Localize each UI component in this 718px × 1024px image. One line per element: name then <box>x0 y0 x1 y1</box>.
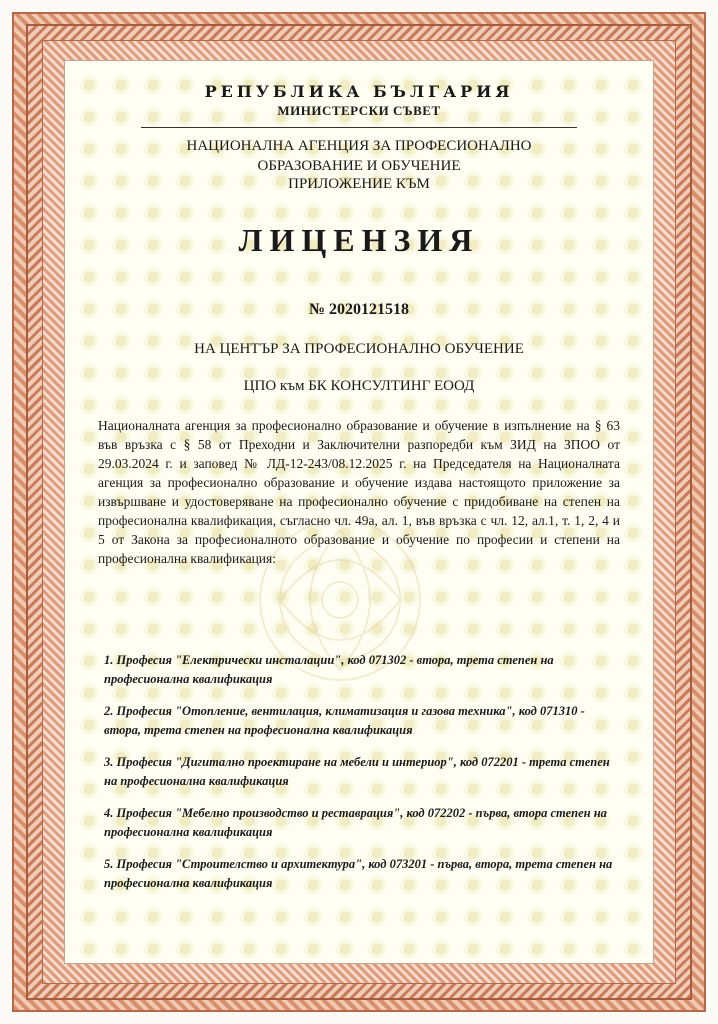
annex-label: ПРИЛОЖЕНИЕ КЪМ <box>288 176 430 192</box>
profession-item-2: 2. Професия "Отопление, вентилация, климатизация и газова техника", код 071310 - втора, трета степен на професионална квалификация <box>104 704 585 737</box>
agency-name-line-2: ОБРАЗОВАНИЕ И ОБУЧЕНИЕ <box>257 158 461 174</box>
document-title: ЛИЦЕНЗИЯ <box>238 222 480 258</box>
license-body-text: Националната агенция за професионално образование и обучение в изпълнение на § 63 във връзка с § 58 от Преходни и Заключителни разпоредби към ЗИД на ЗПОО от 29.03.2024 г. и заповед № ЛД-12-243/08.12.2025 г. на Председателя на Националната агенция за професионално образование и обучение издава настоящото приложение за извършване и удостоверяване на професионално обучение с придобиване на степен на професионална квалификация, съгласно чл. 49а, ал. 1, във връзка с чл. 12, ал.1, т. 1, 2, 4 и 5 от Закона за професионалното образование и обучение по професии и степени на професионална квалификация: <box>98 418 620 566</box>
professions-list <box>104 651 624 906</box>
center-type-line: НА ЦЕНТЪР ЗА ПРОФЕСИОНАЛНО ОБУЧЕНИЕ <box>194 341 524 357</box>
profession-item-4: 4. Професия "Мебелно производство и реставрация", код 072202 - първа, втора степен на професионална квалификация <box>104 806 607 839</box>
profession-item-5: 5. Професия "Строителство и архитектура", код 073201 - първа, втора, трета степен на професионална квалификация <box>104 857 613 890</box>
agency-name-line-1: НАЦИОНАЛНА АГЕНЦИЯ ЗА ПРОФЕСИОНАЛНО <box>186 138 532 154</box>
profession-item-3: 3. Професия "Дигитално проектиране на мебели и интериор", код 072201 - трета степен на професионална квалификация <box>104 755 610 788</box>
republic-heading: РЕПУБЛИКА БЪЛГАРИЯ <box>204 82 514 101</box>
document-header <box>64 82 654 193</box>
profession-item-1: 1. Професия "Електрически инсталации", код 071302 - втора, трета степен на професионална квалификация <box>104 653 554 686</box>
council-heading: МИНИСТЕРСКИ СЪВЕТ <box>277 103 441 118</box>
company-name: ЦПО към БК КОНСУЛТИНГ ЕООД <box>243 378 475 394</box>
license-number: № 2020121518 <box>308 301 410 318</box>
header-divider <box>141 127 577 128</box>
